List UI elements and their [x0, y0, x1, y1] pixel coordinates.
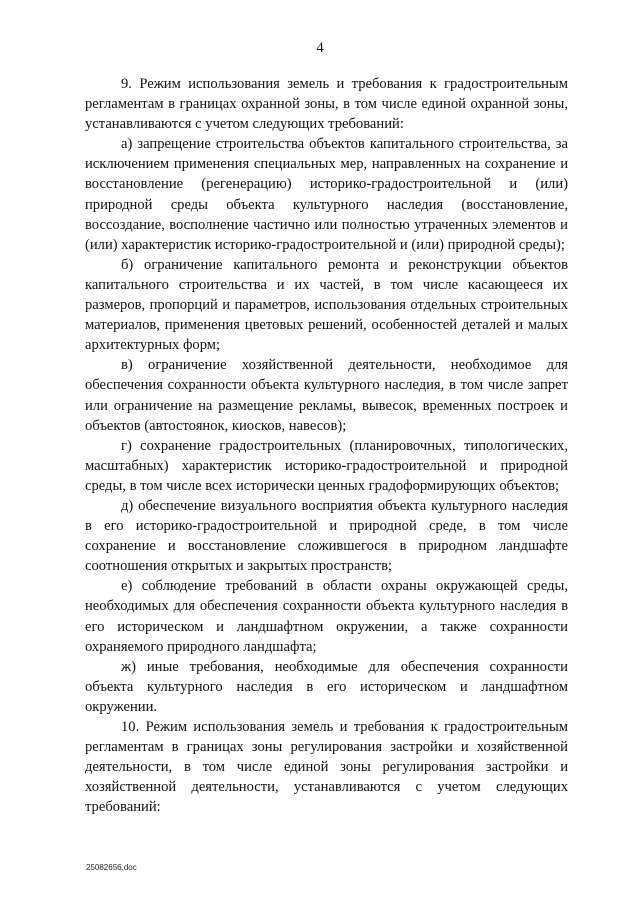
paragraph-9: 9. Режим использования земель и требования к градостроительным регламентам в границах охранной зоны, в том числе единой охранной зоны, устанавливаются с учетом следующих требований:	[85, 76, 568, 133]
paragraph-9b: б) ограничение капитального ремонта и реконструкции объектов капитального строительства и их частей, в том числе касающееся их размеров, пропорций и параметров, использования отдельных строительных материалов, применения цветовых решений, особенностей деталей и малых архитектурных форм;	[85, 256, 568, 354]
paragraph-9d: д) обеспечение визуального восприятия объекта культурного наследия в его историко-градостроительной и природной среде, в том числе сохранение и восстановление сложившегося в природном ландшафте соотношения открытых и закрытых пространств;	[85, 497, 568, 575]
paragraph-9e: е) соблюдение требований в области охраны окружающей среды, необходимых для обеспечения сохранности объекта культурного наследия в его историческом и ландшафтном окружении, а также сохранности охраняемого природного ландшафта;	[85, 578, 568, 655]
file-name-footer: 25082656.doc	[86, 863, 137, 872]
document-body	[85, 74, 568, 817]
paragraph-10: 10. Режим использования земель и требования к градостроительным регламентам в границах зоны регулирования застройки и хозяйственной деятельности, в том числе единой зоны регулирования застройки и хозяйственной деятельности, устанавливаются с учетом следующих требований:	[85, 719, 568, 816]
paragraph-9zh: ж) иные требования, необходимые для обеспечения сохранности объекта культурного наследия в его историческом и ландшафтном окружении.	[85, 658, 568, 715]
paragraph-9v: в) ограничение хозяйственной деятельности, необходимое для обеспечения сохранности объекта культурного наследия, в том числе запрет или ограничение на размещение рекламы, вывесок, временных построек и объектов (автостоянок, киосков, навесов);	[85, 357, 568, 434]
page-number: 4	[316, 40, 324, 56]
paragraph-9g: г) сохранение градостроительных (планировочных, типологических, масштабных) характеристик историко-градостроительной и природной среды, в том числе всех исторически ценных градоформирующих объектов;	[85, 437, 568, 494]
paragraph-9a: а) запрещение строительства объектов капитального строительства, за исключением применения специальных мер, направленных на сохранение и восстановление (регенерацию) историко-градостроительной и (или) природной среды объекта культурного наследия (восстановление, воссоздание, восполнение частично или полностью утраченных элементов и (или) характеристик историко-градостроительной и (или) природной среды);	[85, 136, 568, 253]
